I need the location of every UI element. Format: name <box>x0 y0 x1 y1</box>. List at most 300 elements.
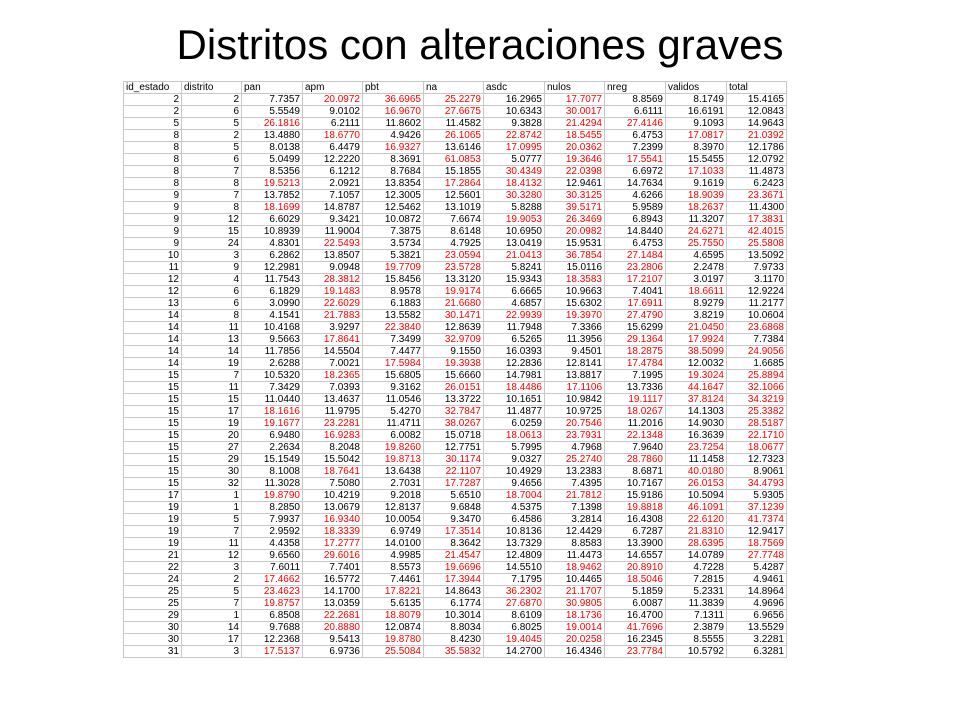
cell-validos: 26.0153 <box>666 478 727 490</box>
cell-validos: 17.9924 <box>666 334 727 346</box>
cell-total: 12.7323 <box>727 454 787 466</box>
cell-apm: 12.2220 <box>303 154 363 166</box>
cell-validos: 11.1458 <box>666 454 727 466</box>
cell-pan: 18.1699 <box>242 202 303 214</box>
cell-nreg: 16.2345 <box>605 634 666 646</box>
cell-pan: 10.4168 <box>242 322 303 334</box>
cell-asdc: 10.4929 <box>484 466 545 478</box>
cell-nulos: 18.3583 <box>545 274 605 286</box>
cell-total: 14.9643 <box>727 118 787 130</box>
cell-total: 11.2177 <box>727 298 787 310</box>
cell-total: 23.3671 <box>727 190 787 202</box>
cell-pan: 11.7543 <box>242 274 303 286</box>
cell-na: 4.7925 <box>424 238 484 250</box>
cell-pbt: 12.5462 <box>363 202 424 214</box>
cell-validos: 17.0817 <box>666 130 727 142</box>
cell-asdc: 10.8136 <box>484 526 545 538</box>
cell-validos: 4.6595 <box>666 250 727 262</box>
cell-pan: 6.9480 <box>242 430 303 442</box>
cell-validos: 11.3839 <box>666 598 727 610</box>
cell-distrito: 9 <box>182 262 242 274</box>
cell-distrito: 1 <box>182 610 242 622</box>
cell-nulos: 8.8583 <box>545 538 605 550</box>
cell-nulos: 9.4501 <box>545 346 605 358</box>
table-row <box>124 214 787 226</box>
cell-apm: 17.2777 <box>303 538 363 550</box>
cell-apm: 10.4219 <box>303 490 363 502</box>
cell-id-estado: 13 <box>124 298 182 310</box>
cell-distrito: 8 <box>182 310 242 322</box>
cell-total: 42.4015 <box>727 226 787 238</box>
cell-pan: 8.1008 <box>242 466 303 478</box>
column-header-asdc: asdc <box>484 82 545 94</box>
cell-total: 11.4300 <box>727 202 787 214</box>
cell-validos: 25.7550 <box>666 238 727 250</box>
cell-nreg: 7.9640 <box>605 442 666 454</box>
cell-nreg: 29.1364 <box>605 334 666 346</box>
cell-validos: 21.0450 <box>666 322 727 334</box>
cell-validos: 16.6191 <box>666 106 727 118</box>
cell-id-estado: 19 <box>124 502 182 514</box>
cell-nreg: 6.8943 <box>605 214 666 226</box>
cell-nreg: 10.7167 <box>605 478 666 490</box>
cell-nreg: 14.8440 <box>605 226 666 238</box>
cell-apm: 22.5493 <box>303 238 363 250</box>
cell-id-estado: 15 <box>124 418 182 430</box>
cell-distrito: 8 <box>182 178 242 190</box>
cell-pbt: 6.0082 <box>363 430 424 442</box>
cell-validos: 18.2637 <box>666 202 727 214</box>
cell-nreg: 15.9186 <box>605 490 666 502</box>
cell-nreg: 18.0267 <box>605 406 666 418</box>
cell-asdc: 8.6109 <box>484 610 545 622</box>
cell-nreg: 23.7784 <box>605 646 666 658</box>
cell-total: 24.9056 <box>727 346 787 358</box>
cell-distrito: 20 <box>182 430 242 442</box>
cell-apm: 16.5772 <box>303 574 363 586</box>
cell-pbt: 25.5084 <box>363 646 424 658</box>
cell-total: 7.9733 <box>727 262 787 274</box>
cell-pan: 13.4880 <box>242 130 303 142</box>
cell-distrito: 29 <box>182 454 242 466</box>
cell-pbt: 9.2018 <box>363 490 424 502</box>
cell-distrito: 30 <box>182 466 242 478</box>
cell-validos: 37.8124 <box>666 394 727 406</box>
cell-pbt: 13.6438 <box>363 466 424 478</box>
table-row <box>124 250 787 262</box>
cell-pbt: 7.4461 <box>363 574 424 586</box>
cell-nreg: 6.6111 <box>605 106 666 118</box>
cell-validos: 18.9039 <box>666 190 727 202</box>
cell-total: 6.2423 <box>727 178 787 190</box>
cell-distrito: 5 <box>182 586 242 598</box>
cell-nulos: 26.3469 <box>545 214 605 226</box>
cell-id-estado: 2 <box>124 94 182 106</box>
table-row <box>124 490 787 502</box>
cell-distrito: 2 <box>182 574 242 586</box>
cell-na: 26.0151 <box>424 382 484 394</box>
cell-nulos: 22.0398 <box>545 166 605 178</box>
cell-id-estado: 15 <box>124 430 182 442</box>
cell-asdc: 18.4486 <box>484 382 545 394</box>
cell-id-estado: 31 <box>124 646 182 658</box>
cell-id-estado: 9 <box>124 202 182 214</box>
cell-nulos: 13.8817 <box>545 370 605 382</box>
cell-pbt: 5.4270 <box>363 406 424 418</box>
cell-nreg: 23.2806 <box>605 262 666 274</box>
cell-validos: 2.3879 <box>666 622 727 634</box>
cell-id-estado: 5 <box>124 118 182 130</box>
column-header-nulos: nulos <box>545 82 605 94</box>
column-header-apm: apm <box>303 82 363 94</box>
cell-nreg: 7.1995 <box>605 370 666 382</box>
table-body <box>124 94 787 658</box>
cell-pan: 19.5213 <box>242 178 303 190</box>
cell-nulos: 19.3646 <box>545 154 605 166</box>
cell-distrito: 1 <box>182 502 242 514</box>
cell-pbt: 19.8713 <box>363 454 424 466</box>
cell-apm: 29.6016 <box>303 550 363 562</box>
cell-id-estado: 30 <box>124 634 182 646</box>
cell-nulos: 25.2740 <box>545 454 605 466</box>
cell-id-estado: 9 <box>124 226 182 238</box>
cell-distrito: 6 <box>182 106 242 118</box>
table-row <box>124 394 787 406</box>
cell-total: 25.8894 <box>727 370 787 382</box>
cell-nulos: 20.0258 <box>545 634 605 646</box>
cell-validos: 14.1303 <box>666 406 727 418</box>
cell-distrito: 5 <box>182 514 242 526</box>
cell-apm: 6.2111 <box>303 118 363 130</box>
cell-validos: 14.9030 <box>666 418 727 430</box>
cell-na: 17.3514 <box>424 526 484 538</box>
cell-id-estado: 2 <box>124 106 182 118</box>
cell-apm: 28.3812 <box>303 274 363 286</box>
cell-distrito: 6 <box>182 286 242 298</box>
table-row <box>124 142 787 154</box>
cell-nreg: 6.4753 <box>605 130 666 142</box>
cell-total: 7.7384 <box>727 334 787 346</box>
cell-pbt: 6.9749 <box>363 526 424 538</box>
table-row <box>124 94 787 106</box>
cell-na: 25.2279 <box>424 94 484 106</box>
cell-apm: 9.0102 <box>303 106 363 118</box>
cell-asdc: 9.4656 <box>484 478 545 490</box>
table-row <box>124 502 787 514</box>
cell-nulos: 10.4465 <box>545 574 605 586</box>
cell-nreg: 14.7634 <box>605 178 666 190</box>
cell-pbt: 19.8780 <box>363 634 424 646</box>
cell-na: 17.3944 <box>424 574 484 586</box>
cell-na: 26.1065 <box>424 130 484 142</box>
cell-apm: 11.9004 <box>303 226 363 238</box>
table-row <box>124 514 787 526</box>
cell-total: 21.0392 <box>727 130 787 142</box>
cell-nulos: 16.4346 <box>545 646 605 658</box>
cell-pbt: 16.9670 <box>363 106 424 118</box>
cell-asdc: 19.9053 <box>484 214 545 226</box>
cell-distrito: 6 <box>182 154 242 166</box>
cell-na: 30.1471 <box>424 310 484 322</box>
cell-na: 19.9174 <box>424 286 484 298</box>
cell-pan: 26.1816 <box>242 118 303 130</box>
cell-pbt: 17.8221 <box>363 586 424 598</box>
cell-distrito: 5 <box>182 118 242 130</box>
column-header-id-estado: id_estado <box>124 82 182 94</box>
cell-pbt: 7.3875 <box>363 226 424 238</box>
cell-validos: 21.8310 <box>666 526 727 538</box>
cell-total: 12.9224 <box>727 286 787 298</box>
cell-pan: 6.2862 <box>242 250 303 262</box>
cell-id-estado: 29 <box>124 610 182 622</box>
cell-validos: 8.5555 <box>666 634 727 646</box>
cell-id-estado: 14 <box>124 322 182 334</box>
cell-nreg: 19.1117 <box>605 394 666 406</box>
cell-nulos: 23.7931 <box>545 430 605 442</box>
cell-na: 12.7751 <box>424 442 484 454</box>
cell-na: 23.5728 <box>424 262 484 274</box>
cell-validos: 11.3207 <box>666 214 727 226</box>
cell-id-estado: 14 <box>124 310 182 322</box>
cell-asdc: 18.0613 <box>484 430 545 442</box>
cell-nulos: 10.9842 <box>545 394 605 406</box>
cell-nreg: 19.8818 <box>605 502 666 514</box>
cell-na: 7.6674 <box>424 214 484 226</box>
cell-apm: 6.4479 <box>303 142 363 154</box>
cell-asdc: 5.8241 <box>484 262 545 274</box>
cell-asdc: 10.6343 <box>484 106 545 118</box>
cell-total: 14.8964 <box>727 586 787 598</box>
cell-nreg: 7.4041 <box>605 286 666 298</box>
table-row <box>124 310 787 322</box>
cell-apm: 22.6029 <box>303 298 363 310</box>
cell-id-estado: 14 <box>124 358 182 370</box>
table-row <box>124 154 787 166</box>
cell-na: 30.1174 <box>424 454 484 466</box>
cell-nreg: 18.5046 <box>605 574 666 586</box>
cell-id-estado: 15 <box>124 406 182 418</box>
column-header-total: total <box>727 82 787 94</box>
table-row <box>124 466 787 478</box>
cell-apm: 13.0359 <box>303 598 363 610</box>
cell-pbt: 4.9426 <box>363 130 424 142</box>
cell-na: 9.1550 <box>424 346 484 358</box>
cell-na: 5.6510 <box>424 490 484 502</box>
table-row <box>124 418 787 430</box>
cell-validos: 12.0032 <box>666 358 727 370</box>
cell-apm: 16.9340 <box>303 514 363 526</box>
cell-total: 10.0604 <box>727 310 787 322</box>
cell-distrito: 15 <box>182 394 242 406</box>
cell-asdc: 11.4877 <box>484 406 545 418</box>
cell-pbt: 7.3499 <box>363 334 424 346</box>
table-row <box>124 598 787 610</box>
cell-pbt: 12.0874 <box>363 622 424 634</box>
cell-distrito: 5 <box>182 142 242 154</box>
cell-distrito: 12 <box>182 214 242 226</box>
cell-pan: 13.7852 <box>242 190 303 202</box>
table-row <box>124 526 787 538</box>
cell-validos: 40.0180 <box>666 466 727 478</box>
cell-apm: 20.0972 <box>303 94 363 106</box>
cell-asdc: 16.0393 <box>484 346 545 358</box>
cell-total: 13.5092 <box>727 250 787 262</box>
cell-asdc: 4.6857 <box>484 298 545 310</box>
cell-pan: 9.6560 <box>242 550 303 562</box>
cell-distrito: 2 <box>182 94 242 106</box>
column-header-nreg: nreg <box>605 82 666 94</box>
cell-pan: 8.5356 <box>242 166 303 178</box>
cell-nulos: 7.4395 <box>545 478 605 490</box>
cell-pan: 7.9937 <box>242 514 303 526</box>
cell-pan: 12.2368 <box>242 634 303 646</box>
cell-distrito: 7 <box>182 190 242 202</box>
cell-distrito: 19 <box>182 418 242 430</box>
cell-pbt: 8.5573 <box>363 562 424 574</box>
data-table <box>123 81 787 658</box>
cell-pan: 6.8508 <box>242 610 303 622</box>
cell-distrito: 6 <box>182 298 242 310</box>
cell-total: 27.7748 <box>727 550 787 562</box>
cell-total: 8.9061 <box>727 466 787 478</box>
cell-nreg: 27.1484 <box>605 250 666 262</box>
cell-asdc: 21.0413 <box>484 250 545 262</box>
cell-id-estado: 15 <box>124 454 182 466</box>
cell-nulos: 20.7546 <box>545 418 605 430</box>
cell-nulos: 39.5171 <box>545 202 605 214</box>
cell-validos: 3.0197 <box>666 274 727 286</box>
cell-asdc: 13.7329 <box>484 538 545 550</box>
cell-nreg: 15.6299 <box>605 322 666 334</box>
cell-nreg: 16.4308 <box>605 514 666 526</box>
cell-pan: 7.3429 <box>242 382 303 394</box>
cell-pan: 4.4358 <box>242 538 303 550</box>
cell-pbt: 12.3005 <box>363 190 424 202</box>
cell-asdc: 6.4586 <box>484 514 545 526</box>
table-row <box>124 286 787 298</box>
table-row <box>124 622 787 634</box>
cell-pan: 6.6029 <box>242 214 303 226</box>
cell-total: 32.1066 <box>727 382 787 394</box>
cell-apm: 19.1483 <box>303 286 363 298</box>
cell-nreg: 16.4700 <box>605 610 666 622</box>
table-row <box>124 430 787 442</box>
cell-nreg: 6.6972 <box>605 166 666 178</box>
cell-nulos: 12.4429 <box>545 526 605 538</box>
cell-na: 13.3722 <box>424 394 484 406</box>
cell-pan: 19.8757 <box>242 598 303 610</box>
cell-apm: 9.3421 <box>303 214 363 226</box>
cell-id-estado: 12 <box>124 274 182 286</box>
cell-nreg: 41.7696 <box>605 622 666 634</box>
cell-asdc: 10.1651 <box>484 394 545 406</box>
cell-na: 17.7287 <box>424 478 484 490</box>
table-row <box>124 202 787 214</box>
cell-nulos: 12.8141 <box>545 358 605 370</box>
cell-total: 15.4165 <box>727 94 787 106</box>
cell-nreg: 4.6266 <box>605 190 666 202</box>
cell-asdc: 14.5510 <box>484 562 545 574</box>
cell-asdc: 6.0259 <box>484 418 545 430</box>
cell-apm: 7.5080 <box>303 478 363 490</box>
cell-nreg: 8.6871 <box>605 466 666 478</box>
cell-pbt: 11.8602 <box>363 118 424 130</box>
cell-pbt: 14.0100 <box>363 538 424 550</box>
cell-distrito: 3 <box>182 646 242 658</box>
table-row <box>124 226 787 238</box>
cell-pan: 19.1677 <box>242 418 303 430</box>
cell-pan: 9.7688 <box>242 622 303 634</box>
cell-nulos: 30.9805 <box>545 598 605 610</box>
cell-total: 34.3219 <box>727 394 787 406</box>
cell-pan: 23.4623 <box>242 586 303 598</box>
cell-asdc: 12.2836 <box>484 358 545 370</box>
cell-asdc: 10.6950 <box>484 226 545 238</box>
table-row <box>124 550 787 562</box>
table-row <box>124 646 787 658</box>
cell-nulos: 18.1736 <box>545 610 605 622</box>
cell-nreg: 5.9589 <box>605 202 666 214</box>
cell-pbt: 8.7684 <box>363 166 424 178</box>
cell-asdc: 4.5375 <box>484 502 545 514</box>
table-row <box>124 166 787 178</box>
cell-distrito: 15 <box>182 226 242 238</box>
cell-validos: 44.1647 <box>666 382 727 394</box>
cell-id-estado: 8 <box>124 142 182 154</box>
cell-asdc: 9.3828 <box>484 118 545 130</box>
cell-distrito: 14 <box>182 346 242 358</box>
cell-asdc: 6.5265 <box>484 334 545 346</box>
cell-pbt: 9.3162 <box>363 382 424 394</box>
cell-validos: 28.6395 <box>666 538 727 550</box>
table-row <box>124 262 787 274</box>
table-row <box>124 562 787 574</box>
cell-nreg: 7.2399 <box>605 142 666 154</box>
cell-total: 4.9696 <box>727 598 787 610</box>
cell-id-estado: 9 <box>124 190 182 202</box>
cell-total: 5.4287 <box>727 562 787 574</box>
cell-validos: 18.6611 <box>666 286 727 298</box>
cell-apm: 17.8641 <box>303 334 363 346</box>
cell-apm: 7.1057 <box>303 190 363 202</box>
cell-pbt: 16.9327 <box>363 142 424 154</box>
cell-id-estado: 8 <box>124 130 182 142</box>
table-row <box>124 346 787 358</box>
cell-id-estado: 10 <box>124 250 182 262</box>
slide-title: Distritos con alteraciones graves <box>176 21 784 68</box>
table-header <box>124 82 787 94</box>
table-row <box>124 118 787 130</box>
cell-distrito: 2 <box>182 130 242 142</box>
cell-pbt: 7.4477 <box>363 346 424 358</box>
cell-na: 35.5832 <box>424 646 484 658</box>
cell-pan: 15.1549 <box>242 454 303 466</box>
cell-id-estado: 17 <box>124 490 182 502</box>
cell-id-estado: 19 <box>124 514 182 526</box>
cell-apm: 7.0393 <box>303 382 363 394</box>
cell-nulos: 18.5455 <box>545 130 605 142</box>
cell-distrito: 24 <box>182 238 242 250</box>
cell-nreg: 28.7860 <box>605 454 666 466</box>
cell-id-estado: 8 <box>124 154 182 166</box>
cell-asdc: 22.9939 <box>484 310 545 322</box>
cell-distrito: 19 <box>182 358 242 370</box>
cell-id-estado: 15 <box>124 478 182 490</box>
cell-asdc: 18.7004 <box>484 490 545 502</box>
cell-pan: 10.5320 <box>242 370 303 382</box>
cell-distrito: 8 <box>182 202 242 214</box>
cell-id-estado: 22 <box>124 562 182 574</box>
